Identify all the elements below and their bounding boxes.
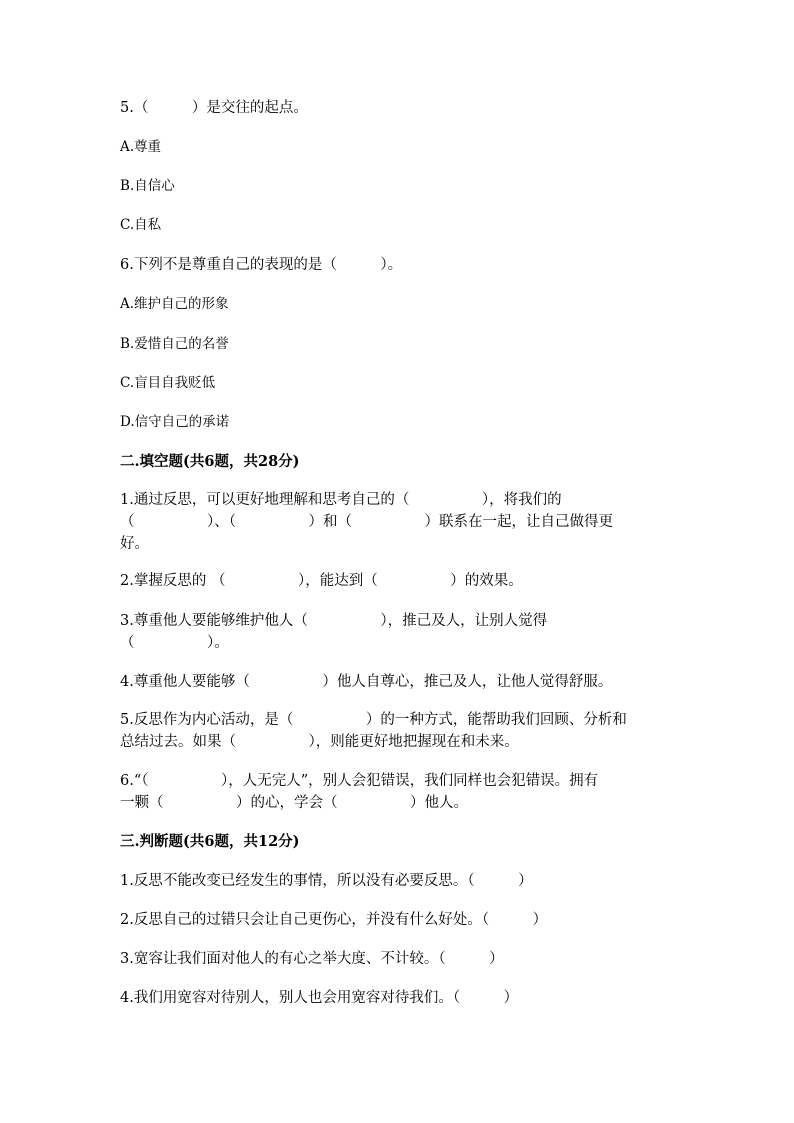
judge-item-4: 4.我们用宽容对待别人，别人也会用宽容对待我们。（ ） <box>120 990 519 1006</box>
fill-item-6-line-2: 一颗（ ）的心，学会（ ）他人。 <box>120 795 468 811</box>
question-5-option-c: C.自私 <box>120 217 162 233</box>
fill-item-1-line-3: 好。 <box>120 536 149 552</box>
judge-item-2: 2.反思自己的过错只会让自己更伤心，并没有什么好处。（ ） <box>120 912 548 928</box>
fill-item-2-line-1: 2.掌握反思的 （ ），能达到（ ）的效果。 <box>120 573 523 589</box>
fill-item-5-line-2: 总结过去。如果（ ），则能更好地把握现在和未来。 <box>120 734 519 750</box>
fill-item-5-line-1: 5.反思作为内心活动，是（ ）的一种方式，能帮助我们回顾、分析和 <box>120 712 627 728</box>
fill-item-1-line-2: （ ）、（ ）和（ ）联系在一起，让自己做得更 <box>120 514 613 530</box>
question-5-stem: 5.（ ）是交往的起点。 <box>120 100 308 116</box>
question-5-option-a: A.尊重 <box>120 139 162 155</box>
fill-section-heading: 二.填空题(共6题，共28分) <box>120 453 300 470</box>
fill-item-1-line-1: 1.通过反思，可以更好地理解和思考自己的（ ），将我们的 <box>120 492 562 508</box>
question-6-option-b: B.爱惜自己的名誉 <box>120 336 229 352</box>
question-6-option-a: A.维护自己的形象 <box>120 296 229 312</box>
question-6-option-c: C.盲目自我贬低 <box>120 375 216 391</box>
question-6-stem: 6.下列不是尊重自己的表现的是（ ）。 <box>120 257 403 273</box>
question-5-option-b: B.自信心 <box>120 178 175 194</box>
question-6-option-d: D.信守自己的承诺 <box>120 414 230 430</box>
fill-item-6-line-1: 6.“（ ），人无完人”，别人会犯错误，我们同样也会犯错误。拥有 <box>120 773 599 789</box>
judge-section-heading: 三.判断题(共6题，共12分) <box>120 833 300 850</box>
fill-item-4-line-1: 4.尊重他人要能够（ ）他人自尊心，推己及人，让他人觉得舒服。 <box>120 674 613 690</box>
judge-item-1: 1.反思不能改变已经发生的事情，所以没有必要反思。（ ） <box>120 873 533 889</box>
fill-item-3-line-2: （ ）。 <box>120 635 229 651</box>
judge-item-3: 3.宽容让我们面对他人的有心之举大度、不计较。（ ） <box>120 951 504 967</box>
fill-item-3-line-1: 3.尊重他人要能够维护他人（ ），推己及人，让别人觉得 <box>120 613 548 629</box>
